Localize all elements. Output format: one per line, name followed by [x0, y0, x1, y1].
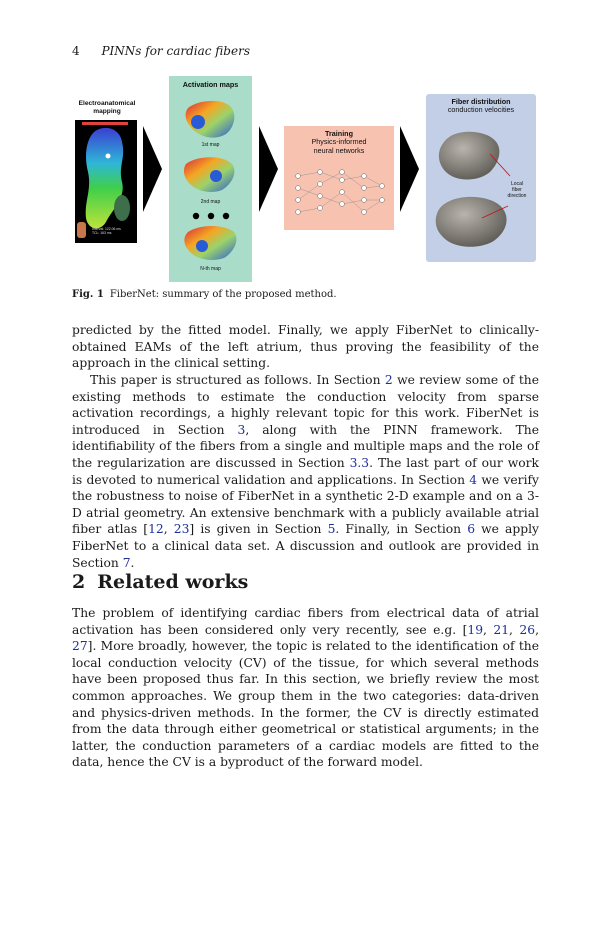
ellipsis-dot — [223, 213, 229, 219]
eam-readout: Interval: 122.06 ms TCL: 163 ms — [92, 227, 121, 235]
eam-title: Electroanatomical mapping — [78, 100, 136, 115]
eam-torso-icon — [77, 222, 86, 238]
figure-1 — [72, 72, 542, 284]
citation-link[interactable]: 23 — [173, 522, 190, 537]
page-number: 4 — [72, 44, 80, 58]
section-ref[interactable]: 4 — [469, 472, 478, 487]
arrow-3 — [400, 126, 419, 212]
section-heading — [72, 571, 248, 593]
training-title: Training Physics-informed neural networks — [311, 129, 367, 155]
activation-title: Activation maps — [182, 80, 239, 89]
caption-label: Fig. 1 — [72, 289, 104, 300]
arrow-2 — [259, 126, 278, 212]
section-title: Related works — [97, 571, 249, 593]
section-ref[interactable]: 5 — [327, 522, 336, 537]
citation-link[interactable]: 12 — [148, 522, 164, 537]
running-title: PINNs for cardiac fibers — [101, 44, 250, 58]
ellipsis-dot — [208, 213, 214, 219]
ellipsis-dot — [193, 213, 199, 219]
figure-caption — [72, 289, 337, 300]
paragraph-1: predicted by the fitted model. Finally, we apply FiberNet to clinically-obtained EAMs of the left atrium, thus proving the feasibility of the approach in the clinical setting. — [72, 323, 539, 371]
citation-link[interactable]: 26 — [519, 622, 536, 637]
map-1-label: 1st map — [201, 142, 220, 148]
running-header — [72, 44, 250, 58]
section-ref[interactable]: 2 — [384, 373, 393, 387]
caption-text: FiberNet: summary of the proposed method. — [109, 289, 337, 300]
map-n-label: N-th map — [200, 266, 221, 272]
section-number: 2 — [72, 571, 86, 593]
paragraph-3: The problem of identifying cardiac fibers from electrical data of atrial activation has been considered only very recently, see e.g. [19, 21, 26, 27]. More broadly, however, the topic is related to the identification of the local conduction velocity (CV) of the tissue, for which several methods have been proposed thus far. In this section, we briefly review the most common approaches. We group them in the two categories: data-driven and physics-driven methods. In the former, the CV is directly estimated from the data through either geometrical or statistical arguments; in the latter, the conduction parameters of a cardiac models are fitted to the data, hence the CV is a byproduct of the forward model. — [72, 606, 539, 770]
section-ref[interactable]: 7 — [122, 555, 131, 570]
section-ref[interactable]: 3 — [237, 422, 246, 437]
eam-colorbar — [82, 122, 128, 125]
section-ref[interactable]: 3.3 — [349, 455, 370, 470]
citation-link[interactable]: 19 — [467, 622, 484, 637]
arrow-1 — [143, 126, 162, 212]
citation-link[interactable]: 21 — [493, 622, 510, 637]
fiber-title: Fiber distribution conduction velocities — [447, 97, 515, 115]
citation-link[interactable]: 27 — [72, 639, 88, 654]
local-fiber-label: Local fiber direction — [507, 181, 527, 199]
map-2-label: 2nd map — [200, 199, 221, 205]
paragraph-2: This paper is structured as follows. In Section 2 we review some of the existing methods to estimate the conduction velocity from sparse activation recordings, a highly relevant topic for this work. FiberNet is introduced in Section 3, along with the PINN framework. The identifiability of the fibers from a single and multiple maps and the role of the regularization are discussed in Section 3.3. The last part of our work is devoted to numerical validation and applications. In Section 4 we verify the robustness to noise of FiberNet in a synthetic 2-D example and on a 3-D atrial geometry. An extensive benchmark with a publicly available atrial fiber atlas [12, 23] is given in Section 5. Finally, in Section 6 we apply FiberNet to a clinical data set. A discussion and outlook are provided in Section 7. — [72, 373, 540, 570]
section-ref[interactable]: 6 — [467, 522, 476, 537]
eam-appendage — [114, 195, 130, 221]
